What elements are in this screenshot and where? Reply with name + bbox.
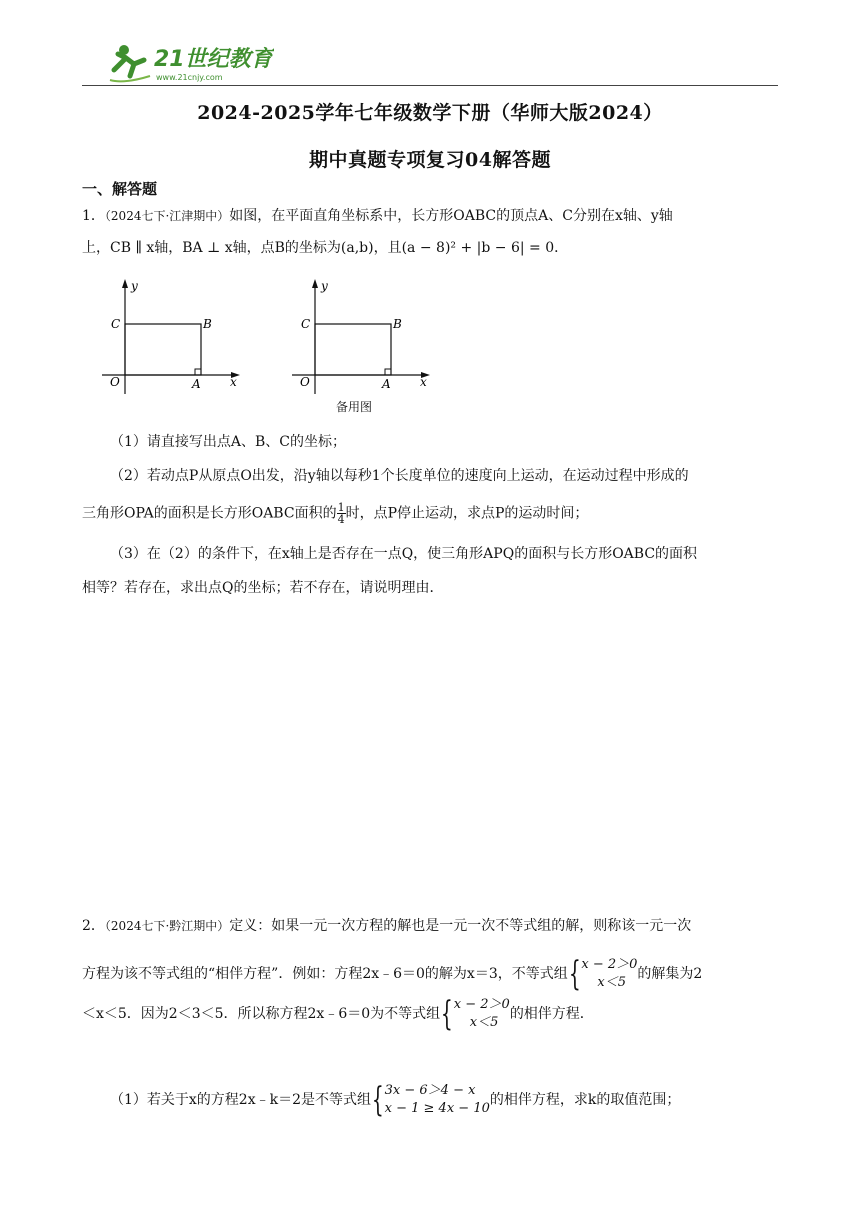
fig1-label-c: C	[111, 317, 121, 331]
q2-text-3a: ＜x＜5．因为2＜3＜5．所以称方程2x﹣6＝0为不等式组	[82, 1006, 441, 1022]
q1-part1: （1）请直接写出点A、B、C的坐标；	[110, 434, 347, 450]
page-subtitle: 期中真题专项复习04解答题	[309, 149, 551, 171]
fig1-label-o: O	[110, 375, 120, 389]
site-logo	[104, 40, 274, 84]
q1-number: 1．	[82, 208, 105, 224]
backup-figure-caption: 备用图	[336, 400, 373, 414]
q1-part3-line1: （3）在（2）的条件下，在x轴上是否存在一点Q，使三角形APQ的面积与长方形OABC的面积	[110, 546, 698, 562]
q2-text-1: 定义：如果一元一次方程的解也是一元一次不等式组的解，则称该一元一次	[229, 918, 692, 934]
fig2-label-a: A	[382, 377, 391, 391]
q2-part1-text-b: 的相伴方程，求k的取值范围；	[489, 1092, 681, 1108]
system3-row1: 3x − 6＞4 − x	[384, 1083, 476, 1098]
system2-row2: x＜5	[469, 1015, 499, 1030]
runner-icon	[110, 45, 150, 81]
system1-row1: x − 2＞0	[581, 957, 638, 972]
fraction-denominator: 4	[337, 513, 345, 526]
q2-part1-text-a: （1）若关于x的方程2x﹣k＝2是不等式组	[110, 1092, 371, 1108]
q2-line2	[82, 956, 702, 992]
system3-row2: x − 1 ≥ 4x − 10	[384, 1101, 490, 1116]
fig1-label-b: B	[203, 317, 212, 331]
fig2-label-b: B	[393, 317, 402, 331]
header-rule	[82, 85, 778, 86]
q1-figure-backup	[288, 276, 438, 396]
q1-part2-text-a: 三角形OPA的面积是长方形OABC面积的	[82, 505, 337, 522]
section-heading: 一、解答题	[82, 180, 158, 198]
inequality-system-3	[371, 1082, 490, 1118]
q2-part1	[110, 1082, 680, 1118]
q1-part2-line2	[82, 502, 588, 525]
fig1-label-x: x	[230, 375, 237, 389]
q2-text-2b: 的解集为2	[637, 966, 703, 982]
q2-source: （2024七下·黔江期中）	[104, 919, 230, 933]
logo-url-text: www.21cnjy.com	[156, 73, 223, 82]
q2-line3	[82, 996, 594, 1032]
q1-part2-text-b: 时，点P停止运动，求点P的运动时间；	[345, 505, 589, 522]
fig2-label-x: x	[420, 375, 427, 389]
logo-text: 21世纪教育	[154, 47, 273, 72]
page-title: 2024-2025学年七年级数学下册（华师大版2024）	[197, 102, 663, 124]
q2-text-3b: 的相伴方程．	[509, 1006, 594, 1022]
q1-line2: 上，CB ∥ x轴，BA ⊥ x轴，点B的坐标为(a,b)，且(a − 8)² + |b − 6| = 0．	[82, 240, 569, 256]
q1-figure-main	[98, 276, 248, 396]
brace-icon: {	[568, 954, 581, 994]
fig1-label-y: y	[131, 279, 138, 293]
q2-text-2a: 方程为该不等式组的“相伴方程”．例如：方程2x﹣6＝0的解为x＝3，不等式组	[82, 966, 568, 982]
q1-text-1: 如图，在平面直角坐标系中，长方形OABC的顶点A、C分别在x轴、y轴	[229, 208, 673, 224]
fig2-label-y: y	[321, 279, 328, 293]
brace-icon: {	[371, 1080, 384, 1120]
fig1-label-a: A	[192, 377, 201, 391]
inequality-system-1	[568, 956, 638, 992]
q1-part2-line1: （2）若动点P从原点O出发，沿y轴以每秒1个长度单位的速度向上运动，在运动过程中形成的	[110, 468, 689, 484]
fraction-numerator: 1	[337, 501, 345, 514]
q1-part3-line2: 相等？若存在，求出点Q的坐标；若不存在，请说明理由．	[82, 580, 444, 596]
brace-icon: {	[441, 994, 453, 1034]
q1-source: （2024七下·江津期中）	[104, 209, 230, 223]
fig2-label-c: C	[301, 317, 311, 331]
inequality-system-2	[440, 996, 510, 1032]
fig2-label-o: O	[300, 375, 310, 389]
system2-row1: x − 2＞0	[453, 997, 510, 1012]
q2-number: 2．	[82, 918, 105, 934]
q1-line1	[82, 206, 673, 226]
system1-row2: x＜5	[597, 975, 626, 990]
q2-line1	[82, 916, 691, 936]
fraction-one-quarter	[337, 502, 346, 525]
